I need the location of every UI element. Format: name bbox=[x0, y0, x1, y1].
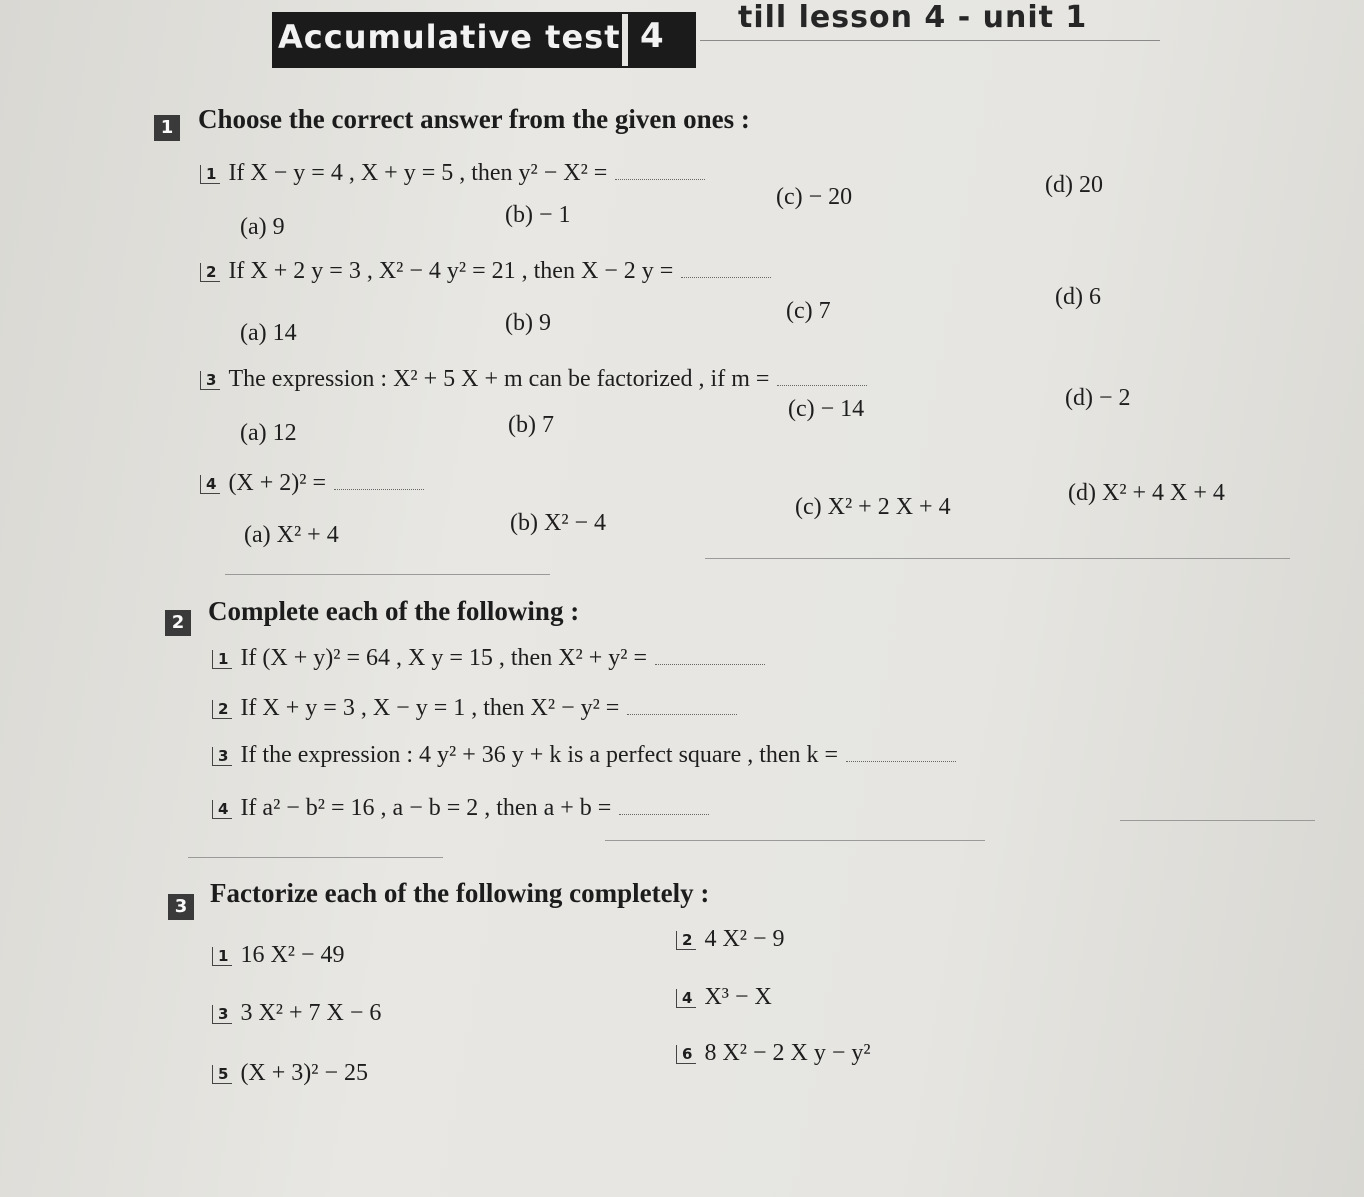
factorize-item-1 bbox=[212, 942, 345, 969]
answer-blank[interactable] bbox=[655, 650, 765, 665]
option-c[interactable]: (c) − 20 bbox=[776, 184, 853, 210]
answer-blank[interactable] bbox=[619, 800, 709, 815]
item-text: 4 X² − 9 bbox=[704, 926, 785, 952]
divider bbox=[188, 857, 443, 858]
question-1-1 bbox=[200, 160, 705, 187]
factorize-item-2 bbox=[676, 926, 785, 953]
item-text: 3 X² + 7 X − 6 bbox=[240, 1000, 382, 1026]
item-text: If (X + y)² = 64 , X y = 15 , then X² + y² = bbox=[240, 645, 647, 671]
divider bbox=[605, 840, 985, 841]
question-number: 2 bbox=[200, 263, 220, 282]
question-1-4 bbox=[200, 470, 424, 497]
option-b[interactable]: (b) 9 bbox=[505, 310, 551, 336]
question-text: The expression : X² + 5 X + m can be factorized , if m = bbox=[228, 366, 770, 392]
title-underline bbox=[700, 40, 1160, 41]
option-a[interactable]: (a) 12 bbox=[240, 420, 297, 446]
item-text: 16 X² − 49 bbox=[240, 942, 345, 968]
item-number: 3 bbox=[212, 747, 232, 766]
question-1-2 bbox=[200, 258, 771, 285]
factorize-item-6 bbox=[676, 1040, 871, 1067]
factorize-item-5 bbox=[212, 1060, 368, 1087]
item-number: 2 bbox=[676, 931, 696, 950]
test-number: 4 bbox=[640, 16, 664, 56]
divider bbox=[705, 558, 1290, 559]
option-d[interactable]: (d) X² + 4 X + 4 bbox=[1068, 480, 1225, 506]
item-number: 6 bbox=[676, 1045, 696, 1064]
item-text: If X + y = 3 , X − y = 1 , then X² − y² = bbox=[240, 695, 620, 721]
question-text: (X + 2)² = bbox=[228, 470, 327, 496]
item-number: 5 bbox=[212, 1065, 232, 1084]
option-d[interactable]: (d) 20 bbox=[1045, 172, 1103, 198]
section-3-heading: Factorize each of the following completely : bbox=[210, 878, 710, 908]
factorize-item-4 bbox=[676, 984, 772, 1011]
option-b[interactable]: (b) X² − 4 bbox=[510, 510, 607, 536]
complete-item-3 bbox=[212, 742, 956, 769]
test-subtitle: till lesson 4 - unit 1 bbox=[738, 0, 1088, 35]
option-d[interactable]: (d) − 2 bbox=[1065, 385, 1131, 411]
item-text: If a² − b² = 16 , a − b = 2 , then a + b = bbox=[240, 795, 612, 821]
option-a[interactable]: (a) X² + 4 bbox=[244, 522, 339, 548]
divider bbox=[1120, 820, 1315, 821]
question-1-3 bbox=[200, 366, 867, 393]
section-1-badge: 1 bbox=[154, 115, 180, 141]
answer-blank[interactable] bbox=[627, 700, 737, 715]
option-a[interactable]: (a) 9 bbox=[240, 214, 285, 240]
option-b[interactable]: (b) − 1 bbox=[505, 202, 571, 228]
option-c[interactable]: (c) X² + 2 X + 4 bbox=[795, 494, 951, 520]
item-number: 1 bbox=[212, 650, 232, 669]
item-text: (X + 3)² − 25 bbox=[240, 1060, 369, 1086]
item-number: 3 bbox=[212, 1005, 232, 1024]
factorize-item-3 bbox=[212, 1000, 381, 1027]
option-a[interactable]: (a) 14 bbox=[240, 320, 297, 346]
divider bbox=[225, 574, 550, 575]
question-number: 3 bbox=[200, 371, 220, 390]
option-c[interactable]: (c) 7 bbox=[786, 298, 831, 324]
question-text: If X − y = 4 , X + y = 5 , then y² − X² = bbox=[228, 160, 608, 186]
section-1-heading: Choose the correct answer from the given ones : bbox=[198, 104, 750, 134]
test-title: Accumulative test bbox=[278, 18, 621, 56]
answer-blank[interactable] bbox=[681, 263, 771, 278]
item-number: 4 bbox=[212, 800, 232, 819]
option-d[interactable]: (d) 6 bbox=[1055, 284, 1101, 310]
complete-item-2 bbox=[212, 695, 737, 722]
section-2-heading: Complete each of the following : bbox=[208, 596, 580, 626]
answer-blank[interactable] bbox=[334, 475, 424, 490]
complete-item-4 bbox=[212, 795, 709, 822]
question-number: 1 bbox=[200, 165, 220, 184]
item-number: 1 bbox=[212, 947, 232, 966]
complete-item-1 bbox=[212, 645, 765, 672]
item-text: X³ − X bbox=[704, 984, 772, 1010]
question-text: If X + 2 y = 3 , X² − 4 y² = 21 , then X − 2 y = bbox=[228, 258, 674, 284]
item-number: 2 bbox=[212, 700, 232, 719]
question-number: 4 bbox=[200, 475, 220, 494]
item-text: If the expression : 4 y² + 36 y + k is a perfect square , then k = bbox=[240, 742, 839, 768]
item-text: 8 X² − 2 X y − y² bbox=[704, 1040, 871, 1066]
item-number: 4 bbox=[676, 989, 696, 1008]
answer-blank[interactable] bbox=[846, 747, 956, 762]
answer-blank[interactable] bbox=[777, 371, 867, 386]
title-divider bbox=[622, 14, 628, 66]
option-b[interactable]: (b) 7 bbox=[508, 412, 554, 438]
answer-blank[interactable] bbox=[615, 165, 705, 180]
option-c[interactable]: (c) − 14 bbox=[788, 396, 865, 422]
section-2-badge: 2 bbox=[165, 610, 191, 636]
section-3-badge: 3 bbox=[168, 894, 194, 920]
